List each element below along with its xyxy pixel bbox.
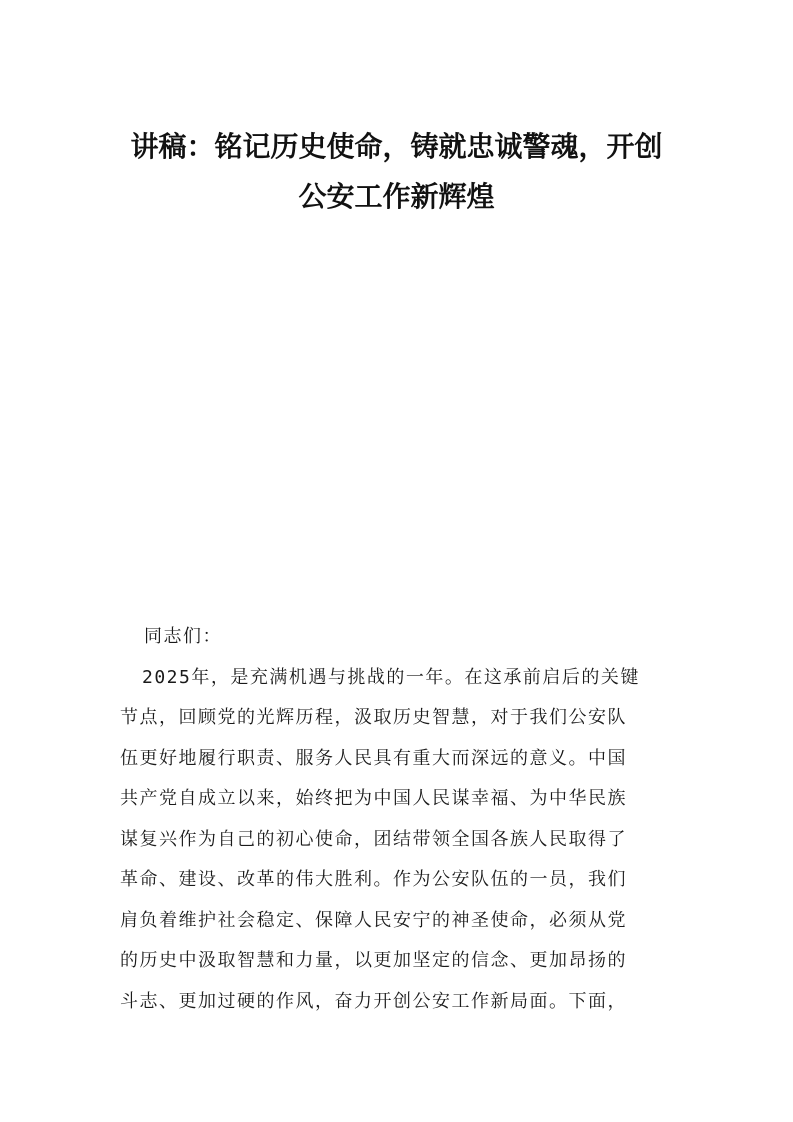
- document-body: [120, 617, 673, 1022]
- salutation: 同志们：: [144, 626, 222, 647]
- document-title: [110, 122, 683, 222]
- paragraph-line: 节点，回顾党的光辉历程，汲取历史智慧，对于我们公安队: [120, 707, 627, 728]
- paragraph-line: 2025年，是充满机遇与挑战的一年。在这承前启后的关键: [142, 666, 640, 688]
- paragraph-line: 革命、建设、改革的伟大胜利。作为公安队伍的一员，我们: [120, 869, 627, 890]
- paragraph-line: 共产党自成立以来，始终把为中国人民谋幸福、为中华民族: [120, 788, 627, 809]
- paragraph-line: 伍更好地履行职责、服务人民具有重大而深远的意义。中国: [120, 747, 627, 769]
- paragraph-line: 的历史中汲取智慧和力量，以更加坚定的信念、更加昂扬的: [120, 950, 627, 971]
- paragraph-line: 谋复兴作为自己的初心使命，团结带领全国各族人民取得了: [120, 828, 627, 850]
- title-line-1: 讲稿：铭记历史使命，铸就忠诚警魂，开创: [130, 130, 663, 163]
- paragraph-line: 斗志、更加过硬的作风，奋力开创公安工作新局面。下面，: [120, 990, 627, 1012]
- title-line-2: 公安工作新辉煌: [298, 180, 495, 213]
- paragraph-line: 肩负着维护社会稳定、保障人民安宁的神圣使命，必须从党: [120, 909, 627, 931]
